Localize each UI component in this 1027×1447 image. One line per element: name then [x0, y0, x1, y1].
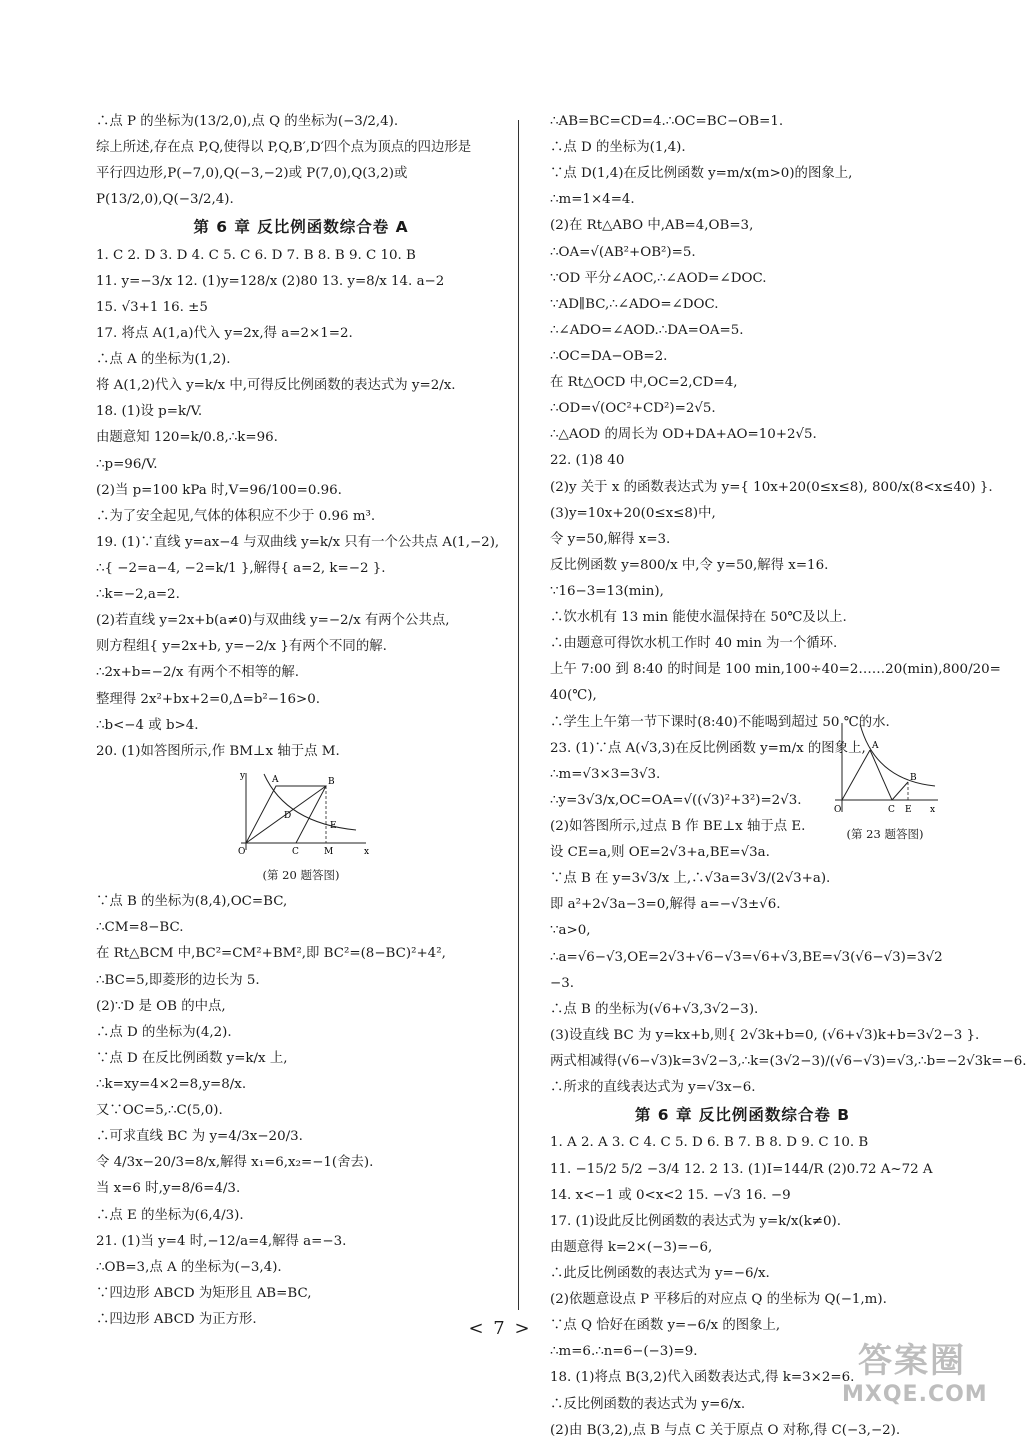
svg-text:B: B	[328, 776, 335, 787]
text-line: ∴为了安全起见,气体的体积应不少于 0.96 m³.	[96, 508, 376, 524]
text-line: ∵点 B 的坐标为(8,4),OC=BC,	[96, 894, 288, 910]
text-line: 15. √3+1 16. ±5	[96, 299, 208, 315]
text-line: ∴m=6.∴n=6−(−3)=9.	[550, 1344, 698, 1360]
text-line: 22. (1)8 40	[550, 453, 625, 469]
text-line: ∵a>0,	[550, 923, 591, 939]
text-line: ∴学生上午第一节下课时(8:40)不能喝到超过 50 ℃的水.	[550, 714, 890, 730]
svg-text:M: M	[324, 846, 334, 857]
text-line: ∴OB=3,点 A 的坐标为(−3,4).	[96, 1259, 282, 1275]
text-line: ∵点 Q 恰好在函数 y=−6/x 的图象上,	[550, 1318, 781, 1334]
text-line: ∴反比例函数的表达式为 y=6/x.	[550, 1396, 746, 1412]
text-line: ∴所求的直线表达式为 y=√3x−6.	[550, 1080, 756, 1096]
text-line: (2)依题意设点 P 平移后的对应点 Q 的坐标为 Q(−1,m).	[550, 1292, 887, 1308]
text-line: ∴2x+b=−2/x 有两个不相等的解.	[96, 665, 300, 681]
svg-text:x: x	[930, 805, 936, 815]
text-line: ∴{ −2=a−4, −2=k/1 },解得{ a=2, k=−2 }.	[96, 561, 386, 576]
text-line: ∴点 B 的坐标为(√6+√3,3√2−3).	[550, 1001, 759, 1017]
text-line: 17. (1)设此反比例函数的表达式为 y=k/x(k≠0).	[550, 1213, 841, 1229]
text-line: (2)由 B(3,2),点 B 与点 C 关于原点 O 对称,得 C(−3,−2).	[550, 1422, 901, 1438]
text-line: 1. A 2. A 3. C 4. C 5. D 6. B 7. B 8. D 9. C 10. B	[550, 1135, 869, 1151]
text-line: 又∵OC=5,∴C(5,0).	[96, 1103, 223, 1119]
text-line: 平行四边形,P(−7,0),Q(−3,−2)或 P(7,0),Q(3,2)或	[96, 166, 408, 182]
text-line: 两式相减得(√6−√3)k=3√2−3,∴k=(3√2−3)/(√6−√3)=√3,∴b=−2√3k=−6.	[550, 1053, 1027, 1069]
watermark-logo-text: 答案圈	[858, 1341, 966, 1381]
svg-text:y: y	[240, 770, 246, 781]
text-line: 由题意得 k=2×(−3)=−6,	[550, 1239, 713, 1255]
text-line: P(13/2,0),Q(−3/2,4).	[96, 192, 234, 208]
text-line: ∴饮水机有 13 min 能使水温保持在 50℃及以上.	[550, 610, 847, 626]
text-line: 由题意知 120=k/0.8,∴k=96.	[96, 430, 278, 446]
text-line: ∴点 P 的坐标为(13/2,0),点 Q 的坐标为(−3/2,4).	[96, 114, 399, 129]
text-line: 19. (1)∵直线 y=ax−4 与双曲线 y=k/x 只有一个公共点 A(1,−2),	[96, 534, 500, 550]
text-line: 反比例函数 y=800/x 中,令 y=50,解得 x=16.	[550, 557, 829, 573]
figure-23	[830, 720, 940, 842]
text-line: ∴OC=DA−OB=2.	[550, 348, 668, 364]
text-line: 20. (1)如答图所示,作 BM⊥x 轴于点 M.	[96, 743, 340, 759]
text-line: (2)当 p=100 kPa 时,V=96/100=0.96.	[96, 482, 342, 498]
text-line: ∴四边形 ABCD 为正方形.	[96, 1311, 257, 1327]
text-line: 令 4/3x−20/3=8/x,解得 x₁=6,x₂=−1(舍去).	[96, 1155, 374, 1171]
text-line: ∵四边形 ABCD 为矩形且 AB=BC,	[96, 1285, 312, 1301]
text-line: ∴k=−2,a=2.	[96, 587, 180, 603]
svg-text:E: E	[905, 805, 912, 815]
text-line: (3)y=10x+20(0≤x≤8)中,	[550, 505, 716, 521]
text-line: (2)∵D 是 OB 的中点,	[96, 998, 226, 1014]
text-line: ∴OA=√(AB²+OB²)=5.	[550, 244, 696, 260]
text-line: 当 x=6 时,y=8/6=4/3.	[96, 1181, 241, 1197]
text-line: ∴由题意可得饮水机工作时 40 min 为一个循环.	[550, 636, 838, 652]
text-line: 23. (1)∵点 A(√3,3)在反比例函数 y=m/x 的图象上,	[550, 740, 866, 756]
chapter-heading-a: 第 6 章 反比例函数综合卷 A	[193, 218, 409, 237]
svg-text:B: B	[910, 773, 917, 783]
text-line: 18. (1)将点 B(3,2)代入函数表达式,得 k=3×2=6.	[550, 1370, 855, 1386]
text-line: 11. −15/2 5/2 −3/4 12. 2 13. (1)I=144/R (2)0.72 A~72 A	[550, 1161, 933, 1177]
text-line: ∴a=√6−√3,OE=2√3+√6−√3=√6+√3,BE=√3(√6−√3)=3√2	[550, 949, 943, 965]
text-line: ∵OD 平分∠AOC,∴∠AOD=∠DOC.	[550, 270, 767, 286]
text-line: ∴m=1×4=4.	[550, 192, 635, 208]
text-line: ∴OD=√(OC²+CD²)=2√5.	[550, 401, 716, 417]
text-line: ∴m=√3×3=3√3.	[550, 766, 661, 782]
text-line: ∵点 B 在 y=3√3/x 上,∴√3a=3√3/(2√3+a).	[550, 871, 831, 887]
text-line: ∴△AOD 的周长为 OD+DA+AO=10+2√5.	[550, 427, 817, 443]
svg-text:E: E	[330, 820, 337, 831]
text-line: ∵点 D 在反比例函数 y=k/x 上,	[96, 1050, 288, 1066]
text-line: ∴点 D 的坐标为(4,2).	[96, 1024, 232, 1040]
left-column	[96, 112, 506, 1336]
text-line: 令 y=50,解得 x=3.	[550, 531, 671, 547]
figure-23-diagram	[830, 720, 940, 820]
text-line: ∴BC=5,即菱形的边长为 5.	[96, 972, 260, 988]
text-line: ∴AB=BC=CD=4.∴OC=BC−OB=1.	[550, 114, 784, 129]
svg-text:C: C	[292, 846, 299, 857]
text-line: 整理得 2x²+bx+2=0,Δ=b²−16>0.	[96, 691, 321, 707]
text-line: ∴点 E 的坐标为(6,4/3).	[96, 1207, 244, 1223]
text-line: ∴点 D 的坐标为(1,4).	[550, 140, 686, 156]
figure-20-caption: (第 20 题答图)	[262, 867, 340, 882]
svg-text:C: C	[888, 805, 895, 815]
text-line: ∴可求直线 BC 为 y=4/3x−20/3.	[96, 1129, 303, 1145]
watermark-logo	[842, 1333, 988, 1413]
text-line: 上午 7:00 到 8:40 的时间是 100 min,100÷40=2……20(min),800/20=	[550, 662, 1001, 678]
text-line: 40(℃),	[550, 688, 597, 704]
text-line: ∴∠ADO=∠AOD.∴DA=OA=5.	[550, 322, 744, 338]
figure-20	[96, 768, 506, 884]
text-line: ∴k=xy=4×2=8,y=8/x.	[96, 1077, 247, 1092]
text-line: ∴CM=8−BC.	[96, 920, 184, 936]
text-line: ∴b<−4 或 b>4.	[96, 717, 199, 733]
text-line: ∵AD∥BC,∴∠ADO=∠DOC.	[550, 296, 719, 312]
text-line: 综上所述,存在点 P,Q,使得以 P,Q,B′,D′四个点为顶点的四边形是	[96, 140, 472, 156]
text-line: (3)设直线 BC 为 y=kx+b,则{ 2√3k+b=0, (√6+√3)k+b=3√2−3 }.	[550, 1027, 980, 1043]
text-line: (2)如答图所示,过点 B 作 BE⊥x 轴于点 E.	[550, 818, 806, 834]
text-line: 1. C 2. D 3. D 4. C 5. C 6. D 7. B 8. B 9. C 10. B	[96, 247, 416, 263]
text-line: ∴点 A 的坐标为(1,2).	[96, 352, 231, 368]
text-line: ∴p=96/V.	[96, 456, 158, 472]
svg-text:A: A	[272, 774, 279, 785]
svg-text:O: O	[238, 846, 246, 857]
text-line: 将 A(1,2)代入 y=k/x 中,可得反比例函数的表达式为 y=2/x.	[96, 378, 456, 394]
text-line: ∵16−3=13(min),	[550, 583, 664, 599]
column-divider	[518, 120, 519, 1310]
text-line: 17. 将点 A(1,a)代入 y=2x,得 a=2×1=2.	[96, 326, 353, 342]
text-line: ∵点 D(1,4)在反比例函数 y=m/x(m>0)的图象上,	[550, 166, 853, 182]
text-line: ∴此反比例函数的表达式为 y=−6/x.	[550, 1265, 770, 1281]
text-line: (2)在 Rt△ABO 中,AB=4,OB=3,	[550, 218, 754, 234]
text-line: 设 CE=a,则 OE=2√3+a,BE=√3a.	[550, 845, 770, 861]
text-line: ∴y=3√3/x,OC=OA=√((√3)²+3²)=2√3.	[550, 792, 802, 808]
chapter-heading-b: 第 6 章 反比例函数综合卷 B	[634, 1106, 851, 1125]
text-line: (2)若直线 y=2x+b(a≠0)与双曲线 y=−2/x 有两个公共点,	[96, 613, 450, 629]
text-line: 14. x<−1 或 0<x<2 15. −√3 16. −9	[550, 1187, 791, 1203]
text-line: 即 a²+2√3a−3=0,解得 a=−√3±√6.	[550, 897, 781, 913]
text-line: 11. y=−3/x 12. (1)y=128/x (2)80 13. y=8/x 14. a−2	[96, 273, 445, 289]
svg-text:x: x	[364, 846, 370, 857]
watermark-site-text: MXQE.COM	[842, 1382, 988, 1407]
text-line: 在 Rt△BCM 中,BC²=CM²+BM²,即 BC²=(8−BC)²+4²,	[96, 946, 446, 962]
figure-20-diagram	[226, 768, 376, 858]
text-line: (2)y 关于 x 的函数表达式为 y={ 10x+20(0≤x≤8), 800/x(8<x≤40) }.	[550, 479, 993, 495]
page-number: < 7 >	[468, 1318, 532, 1339]
svg-text:A: A	[872, 741, 879, 751]
text-line: −3.	[550, 975, 574, 991]
text-line: 则方程组{ y=2x+b, y=−2/x }有两个不同的解.	[96, 639, 387, 655]
svg-text:O: O	[834, 805, 842, 815]
text-line: 18. (1)设 p=k/V.	[96, 404, 203, 420]
text-line: 21. (1)当 y=4 时,−12/a=4,解得 a=−3.	[96, 1233, 347, 1249]
svg-text:D: D	[284, 810, 292, 821]
figure-23-caption: (第 23 题答图)	[846, 827, 924, 841]
text-line: 在 Rt△OCD 中,OC=2,CD=4,	[550, 375, 738, 391]
